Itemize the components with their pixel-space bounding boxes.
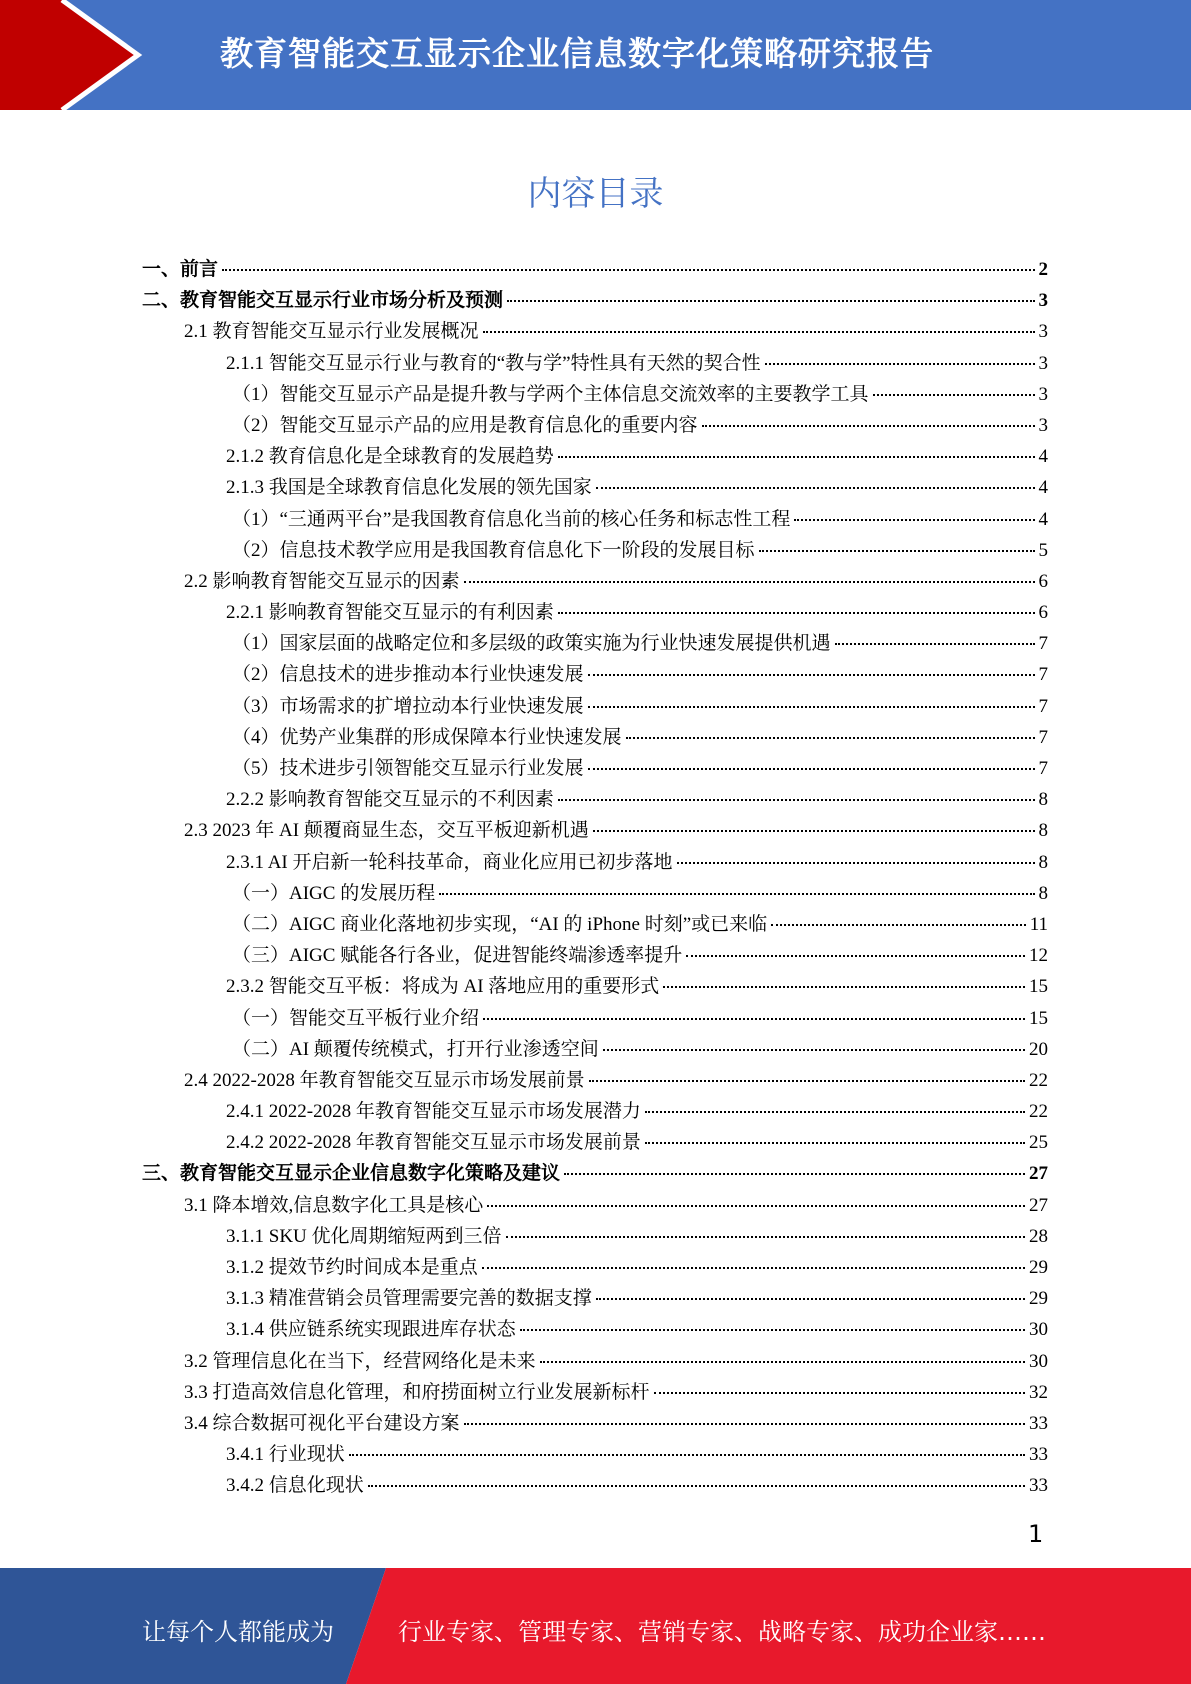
toc-entry[interactable] <box>142 1127 1048 1158</box>
toc-entry[interactable] <box>142 597 1048 628</box>
toc-leader-dots <box>771 924 1026 926</box>
footer-slogan-right: 行业专家、管理专家、营销专家、战略专家、成功企业家…… <box>398 1618 1046 1646</box>
toc-entry-label: （1）国家层面的战略定位和多层级的政策实施为行业快速发展提供机遇 <box>232 633 831 655</box>
toc-entry-page: 29 <box>1029 1288 1048 1310</box>
toc-leader-dots <box>765 363 1035 365</box>
toc-entry-label: 3.1.1 SKU 优化周期缩短两到三倍 <box>226 1225 502 1247</box>
toc-entry-page: 3 <box>1038 321 1048 343</box>
toc-entry[interactable] <box>142 722 1048 753</box>
toc-leader-dots <box>588 706 1035 708</box>
toc-entry-label: （三）AIGC 赋能各行各业，促进智能终端渗透率提升 <box>232 945 683 967</box>
toc-entry-label: 2.4 2022-2028 年教育智能交互显示市场发展前景 <box>184 1069 585 1091</box>
toc-entry-page: 7 <box>1038 633 1048 655</box>
toc-entry[interactable] <box>142 1065 1048 1096</box>
toc-entry[interactable] <box>142 1190 1048 1221</box>
toc-heading: 内容目录 <box>527 174 664 214</box>
toc-entry-label: （一）AIGC 的发展历程 <box>232 882 436 904</box>
page-number: 1 <box>1028 1520 1044 1548</box>
toc-entry[interactable] <box>142 410 1048 441</box>
toc-leader-dots <box>654 1392 1025 1394</box>
toc-entry-page: 8 <box>1038 820 1048 842</box>
toc-entry-page: 3 <box>1038 414 1048 436</box>
toc-leader-dots <box>483 331 1035 333</box>
toc-entry-page: 11 <box>1029 913 1048 935</box>
toc-leader-dots <box>506 1236 1025 1238</box>
toc-entry-page: 4 <box>1038 508 1048 530</box>
toc-entry[interactable] <box>142 628 1048 659</box>
toc-entry[interactable] <box>142 815 1048 846</box>
toc-leader-dots <box>349 1454 1025 1456</box>
toc-entry[interactable] <box>142 1221 1048 1252</box>
toc-entry-label: 2.4.1 2022-2028 年教育智能交互显示市场发展潜力 <box>226 1101 641 1123</box>
toc-leader-dots <box>759 550 1035 552</box>
report-header <box>0 0 1191 110</box>
toc-leader-dots <box>558 456 1035 458</box>
toc-entry[interactable] <box>142 1470 1048 1501</box>
toc-entry-label: 2.2.2 影响教育智能交互显示的不利因素 <box>226 789 554 811</box>
toc-entry[interactable] <box>142 1408 1048 1439</box>
toc-entry-page: 33 <box>1029 1475 1048 1497</box>
toc-entry-page: 15 <box>1029 976 1048 998</box>
toc-entry-page: 3 <box>1038 383 1048 405</box>
toc-entry-label: 一、前言 <box>142 259 219 280</box>
toc-entry-label: 3.1.3 精准营销会员管理需要完善的数据支撑 <box>226 1288 592 1310</box>
toc-entry-label: （二）AIGC 商业化落地初步实现，“AI 的 iPhone 时刻”或已来临 <box>232 913 768 935</box>
toc-entry-page: 7 <box>1038 726 1048 748</box>
toc-entry-label: （2）信息技术的进步推动本行业快速发展 <box>232 664 584 686</box>
toc-entry-page: 7 <box>1038 695 1048 717</box>
toc-entry-page: 12 <box>1029 945 1048 967</box>
toc-leader-dots <box>483 1018 1025 1020</box>
toc-leader-dots <box>835 643 1035 645</box>
toc-entry[interactable] <box>142 1439 1048 1470</box>
toc-entry-label: 2.3.1 AI 开启新一轮科技革命，商业化应用已初步落地 <box>226 851 673 873</box>
toc-entry-page: 30 <box>1029 1350 1048 1372</box>
toc-leader-dots <box>702 425 1035 427</box>
toc-entry-label: 3.1.4 供应链系统实现跟进库存状态 <box>226 1319 516 1341</box>
toc-entry-page: 28 <box>1029 1225 1048 1247</box>
toc-entry[interactable] <box>142 535 1048 566</box>
toc-entry-page: 8 <box>1038 851 1048 873</box>
toc-leader-dots <box>368 1485 1025 1487</box>
toc-entry-label: （1）智能交互显示产品是提升教与学两个主体信息交流效率的主要教学工具 <box>232 383 869 405</box>
toc-leader-dots <box>663 986 1025 988</box>
toc-entry-page: 33 <box>1029 1444 1048 1466</box>
toc-entry-page: 4 <box>1038 477 1048 499</box>
toc-entry-page: 3 <box>1038 352 1048 374</box>
toc-entry[interactable] <box>142 379 1048 410</box>
toc-entry-page: 29 <box>1029 1257 1048 1278</box>
toc-leader-dots <box>589 1080 1025 1082</box>
toc-leader-dots <box>794 519 1034 521</box>
toc-leader-dots <box>222 269 1034 271</box>
toc-entry-page: 15 <box>1029 1007 1048 1029</box>
toc-leader-dots <box>596 1298 1025 1300</box>
toc-leader-dots <box>558 612 1035 614</box>
toc-entry-page: 8 <box>1038 882 1048 904</box>
toc-entry-label: （二）AI 颠覆传统模式，打开行业渗透空间 <box>232 1038 599 1060</box>
toc-entry-page: 3 <box>1038 290 1048 312</box>
toc-entry-label: 2.1.2 教育信息化是全球教育的发展趋势 <box>226 446 554 468</box>
toc-entry-label: 3.4 综合数据可视化平台建设方案 <box>184 1412 460 1434</box>
toc-entry-page: 7 <box>1038 758 1048 779</box>
toc-entry-label: 2.1.3 我国是全球教育信息化发展的领先国家 <box>226 477 592 499</box>
toc-entry-label: 3.1.2 提效节约时间成本是重点 <box>226 1257 478 1278</box>
toc-leader-dots <box>558 799 1035 801</box>
toc-entry-label: （2）信息技术教学应用是我国教育信息化下一阶段的发展目标 <box>232 539 755 561</box>
toc-entry-label: （5）技术进步引领智能交互显示行业发展 <box>232 758 584 779</box>
toc-leader-dots <box>564 1173 1025 1175</box>
toc-entry-label: 3.1 降本增效,信息数字化工具是核心 <box>184 1194 484 1216</box>
toc-entry[interactable] <box>142 566 1048 597</box>
toc-entry[interactable] <box>142 659 1048 690</box>
toc-entry-label: 3.4.1 行业现状 <box>226 1444 345 1466</box>
toc-entry-label: 2.3 2023 年 AI 颠覆商显生态，交互平板迎新机遇 <box>184 820 589 842</box>
toc-entry[interactable] <box>142 971 1048 1002</box>
toc-entry-page: 33 <box>1029 1412 1048 1434</box>
toc-entry-page: 32 <box>1029 1381 1048 1403</box>
toc-entry-page: 2 <box>1038 259 1048 280</box>
toc-entry-page: 27 <box>1029 1194 1048 1216</box>
toc-entry-page: 30 <box>1029 1319 1048 1341</box>
toc-leader-dots <box>626 737 1035 739</box>
toc-entry-page: 25 <box>1029 1132 1048 1154</box>
toc-leader-dots <box>507 300 1034 302</box>
toc-entry-label: （1）“三通两平台”是我国教育信息化当前的核心任务和标志性工程 <box>232 508 791 530</box>
toc-entry[interactable] <box>142 784 1048 815</box>
toc-leader-dots <box>686 955 1025 957</box>
toc-entry[interactable] <box>142 1252 1048 1283</box>
toc-entry-page: 27 <box>1029 1163 1048 1185</box>
report-footer <box>0 1568 1191 1684</box>
toc-entry-label: （4）优势产业集群的形成保障本行业快速发展 <box>232 726 622 748</box>
toc-entry[interactable] <box>142 878 1048 909</box>
toc-leader-dots <box>487 1205 1025 1207</box>
toc-entry-page: 6 <box>1038 602 1048 624</box>
toc-entry-page: 22 <box>1029 1101 1048 1123</box>
toc-entry-label: （一）智能交互平板行业介绍 <box>232 1007 480 1029</box>
toc-entry-label: 三、教育智能交互显示企业信息数字化策略及建议 <box>142 1163 561 1185</box>
toc-leader-dots <box>464 581 1035 583</box>
toc-entry-label: 2.2 影响教育智能交互显示的因素 <box>184 570 460 592</box>
table-of-contents <box>142 254 1048 1502</box>
toc-entry-page: 4 <box>1038 446 1048 468</box>
toc-entry-label: 2.1 教育智能交互显示行业发展概况 <box>184 321 479 343</box>
toc-leader-dots <box>439 893 1034 895</box>
toc-entry-label: 2.1.1 智能交互显示行业与教育的“教与学”特性具有天然的契合性 <box>226 352 761 374</box>
toc-entry-page: 20 <box>1029 1038 1048 1060</box>
footer-slogan-left: 让每个人都能成为 <box>142 1618 334 1646</box>
toc-leader-dots <box>588 768 1035 770</box>
toc-entry-label: （3）市场需求的扩增拉动本行业快速发展 <box>232 695 584 717</box>
toc-entry[interactable] <box>142 504 1048 535</box>
toc-entry[interactable] <box>142 1314 1048 1345</box>
toc-entry[interactable] <box>142 441 1048 472</box>
toc-entry[interactable] <box>142 1003 1048 1034</box>
toc-entry[interactable] <box>142 691 1048 722</box>
toc-leader-dots <box>482 1267 1025 1269</box>
toc-leader-dots <box>645 1111 1025 1113</box>
toc-entry-label: 2.3.2 智能交互平板：将成为 AI 落地应用的重要形式 <box>226 976 660 998</box>
toc-entry-page: 6 <box>1038 570 1048 592</box>
toc-leader-dots <box>540 1361 1025 1363</box>
toc-leader-dots <box>520 1329 1025 1331</box>
toc-entry[interactable] <box>142 472 1048 503</box>
toc-entry-page: 7 <box>1038 664 1048 686</box>
toc-entry[interactable] <box>142 1346 1048 1377</box>
report-title: 教育智能交互显示企业信息数字化策略研究报告 <box>220 34 934 73</box>
toc-leader-dots <box>464 1423 1025 1425</box>
toc-entry-label: 3.2 管理信息化在当下，经营网络化是未来 <box>184 1350 536 1372</box>
toc-leader-dots <box>645 1142 1025 1144</box>
toc-leader-dots <box>596 487 1035 489</box>
toc-entry-label: 2.4.2 2022-2028 年教育智能交互显示市场发展前景 <box>226 1132 641 1154</box>
toc-entry-label: 二、教育智能交互显示行业市场分析及预测 <box>142 290 504 312</box>
toc-leader-dots <box>677 862 1035 864</box>
toc-entry[interactable] <box>142 1283 1048 1314</box>
toc-entry[interactable] <box>142 753 1048 784</box>
toc-entry-page: 5 <box>1038 539 1048 561</box>
toc-entry-label: （2）智能交互显示产品的应用是教育信息化的重要内容 <box>232 414 698 436</box>
toc-entry[interactable] <box>142 348 1048 379</box>
toc-entry-label: 3.4.2 信息化现状 <box>226 1475 364 1497</box>
toc-entry[interactable] <box>142 254 1048 285</box>
toc-entry[interactable] <box>142 285 1048 316</box>
toc-entry[interactable] <box>142 909 1048 940</box>
toc-entry[interactable] <box>142 1158 1048 1189</box>
toc-leader-dots <box>603 1049 1025 1051</box>
toc-leader-dots <box>593 830 1035 832</box>
toc-leader-dots <box>588 674 1035 676</box>
toc-leader-dots <box>873 394 1035 396</box>
toc-entry[interactable] <box>142 316 1048 347</box>
toc-entry-page: 8 <box>1038 789 1048 811</box>
toc-entry[interactable] <box>142 1096 1048 1127</box>
toc-entry[interactable] <box>142 847 1048 878</box>
toc-entry[interactable] <box>142 1377 1048 1408</box>
toc-entry-label: 3.3 打造高效信息化管理，和府捞面树立行业发展新标杆 <box>184 1381 650 1403</box>
toc-entry-page: 22 <box>1029 1069 1048 1091</box>
toc-entry-label: 2.2.1 影响教育智能交互显示的有利因素 <box>226 602 554 624</box>
toc-entry[interactable] <box>142 1034 1048 1065</box>
toc-entry[interactable] <box>142 940 1048 971</box>
